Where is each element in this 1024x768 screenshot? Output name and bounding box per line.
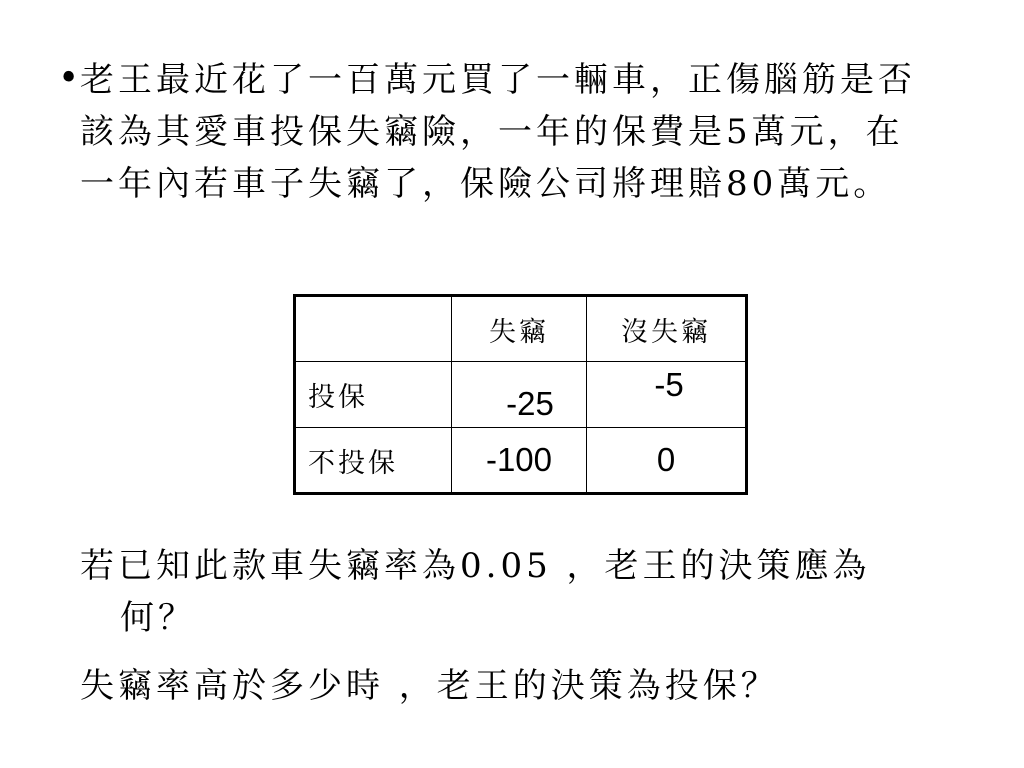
cell-insure-stolen: -25 <box>452 362 587 428</box>
header-stolen: 失竊 <box>452 296 587 362</box>
question-1-text: 若已知此款車失竊率為0.05 ，老王的決策應為何？ <box>80 546 871 638</box>
bullet-icon: • <box>58 58 80 99</box>
cell-insure-not-stolen: -5 <box>587 362 747 428</box>
table-row <box>295 428 747 494</box>
question-1 <box>80 540 940 644</box>
cell-no-insure-stolen: -100 <box>452 428 587 494</box>
table-row <box>295 362 747 428</box>
row-label-no-insure: 不投保 <box>295 428 452 494</box>
intro-bullet <box>58 54 948 210</box>
question-2: 失竊率高於多少時 ，老王的決策為投保？ <box>80 666 779 706</box>
table-header-row <box>295 296 747 362</box>
intro-text: 老王最近花了一百萬元買了一輛車，正傷腦筋是否該為其愛車投保失竊險，一年的保費是5萬元，在一年內若車子失竊了，保險公司將理賠80萬元。 <box>80 60 916 204</box>
payoff-table <box>293 294 748 495</box>
cell-no-insure-not-stolen: 0 <box>587 428 747 494</box>
header-not-stolen: 沒失竊 <box>587 296 747 362</box>
header-corner-cell <box>295 296 452 362</box>
row-label-insure: 投保 <box>295 362 452 428</box>
